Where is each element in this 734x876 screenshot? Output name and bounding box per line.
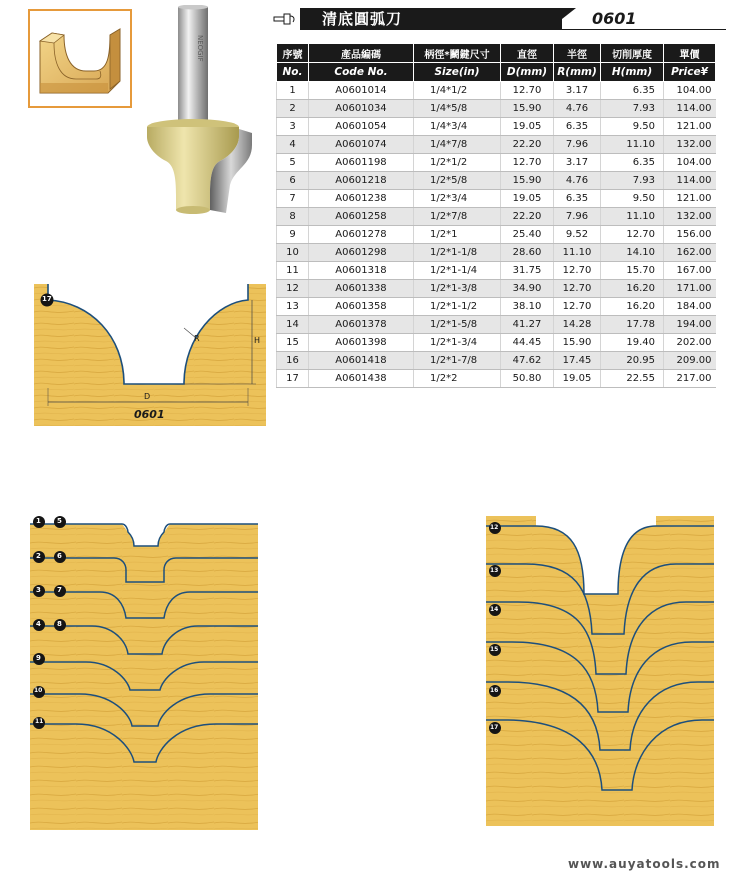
height-label: H bbox=[254, 336, 261, 345]
price-cell: 104.00 bbox=[664, 82, 716, 100]
diameter-cell: 22.20 bbox=[501, 136, 554, 154]
radius-cell: 12.70 bbox=[554, 262, 601, 280]
profile-badge-13: 13 bbox=[490, 567, 499, 574]
shank-size-cell: 1/2*1-5/8 bbox=[414, 316, 501, 334]
row-no-cell: 4 bbox=[277, 136, 309, 154]
radius-cell: 3.17 bbox=[554, 154, 601, 172]
shank-size-cell: 1/2*2 bbox=[414, 370, 501, 388]
col-header-code-cn: 產品編碼 bbox=[309, 44, 414, 63]
col-header-code: Code No. bbox=[309, 63, 414, 82]
row-no-cell: 17 bbox=[277, 370, 309, 388]
cut-height-cell: 17.78 bbox=[601, 316, 664, 334]
cut-height-cell: 11.10 bbox=[601, 208, 664, 226]
col-header-r: R(mm) bbox=[554, 63, 601, 82]
profile-badge-5: 5 bbox=[57, 517, 62, 525]
col-header-d: D(mm) bbox=[501, 63, 554, 82]
price-cell: 121.00 bbox=[664, 190, 716, 208]
profiles-left bbox=[30, 510, 260, 830]
shank-size-cell: 1/2*3/4 bbox=[414, 190, 501, 208]
price-cell: 217.00 bbox=[664, 370, 716, 388]
cut-height-cell: 7.93 bbox=[601, 172, 664, 190]
bit-outline-icon bbox=[273, 11, 297, 25]
radius-cell: 15.90 bbox=[554, 334, 601, 352]
cut-height-cell: 16.20 bbox=[601, 280, 664, 298]
row-no-cell: 13 bbox=[277, 298, 309, 316]
profile-thumbnail bbox=[28, 9, 132, 108]
radius-cell: 19.05 bbox=[554, 370, 601, 388]
code-no-cell: A0601034 bbox=[309, 100, 414, 118]
radius-cell: 3.17 bbox=[554, 82, 601, 100]
diameter-cell: 34.90 bbox=[501, 280, 554, 298]
code-no-cell: A0601358 bbox=[309, 298, 414, 316]
diameter-cell: 50.80 bbox=[501, 370, 554, 388]
cut-height-cell: 9.50 bbox=[601, 190, 664, 208]
profiles-right bbox=[486, 516, 716, 826]
code-no-cell: A0601298 bbox=[309, 244, 414, 262]
profile-badge-4: 4 bbox=[36, 620, 41, 628]
row-no-cell: 12 bbox=[277, 280, 309, 298]
table-row bbox=[277, 172, 716, 190]
profile-badge-6: 6 bbox=[57, 552, 62, 560]
shank-size-cell: 1/2*1-1/4 bbox=[414, 262, 501, 280]
shank-size-cell: 1/2*7/8 bbox=[414, 208, 501, 226]
radius-cell: 12.70 bbox=[554, 280, 601, 298]
cut-height-cell: 22.55 bbox=[601, 370, 664, 388]
price-cell: 132.00 bbox=[664, 136, 716, 154]
code-no-cell: A0601278 bbox=[309, 226, 414, 244]
code-no-cell: A0601398 bbox=[309, 334, 414, 352]
spec-table bbox=[276, 43, 716, 388]
diameter-cell: 15.90 bbox=[501, 100, 554, 118]
diameter-cell: 15.90 bbox=[501, 172, 554, 190]
col-header-price-cn: 單價 bbox=[664, 44, 716, 63]
table-row bbox=[277, 136, 716, 154]
radius-cell: 7.96 bbox=[554, 208, 601, 226]
shank-size-cell: 1/4*5/8 bbox=[414, 100, 501, 118]
row-no-cell: 9 bbox=[277, 226, 309, 244]
table-row bbox=[277, 118, 716, 136]
shank-size-cell: 1/2*1-7/8 bbox=[414, 352, 501, 370]
profile-badge-17: 17 bbox=[490, 724, 499, 731]
profile-badge-9: 9 bbox=[36, 654, 41, 662]
profile-badge-12: 12 bbox=[490, 524, 499, 531]
price-cell: 156.00 bbox=[664, 226, 716, 244]
price-cell: 114.00 bbox=[664, 172, 716, 190]
table-row bbox=[277, 316, 716, 334]
radius-cell: 17.45 bbox=[554, 352, 601, 370]
header-underline bbox=[300, 29, 726, 30]
price-cell: 114.00 bbox=[664, 100, 716, 118]
shank-size-cell: 1/4*3/4 bbox=[414, 118, 501, 136]
cut-height-cell: 19.40 bbox=[601, 334, 664, 352]
row-no-cell: 2 bbox=[277, 100, 309, 118]
diameter-cell: 19.05 bbox=[501, 118, 554, 136]
radius-label: R bbox=[194, 334, 200, 343]
table-row bbox=[277, 190, 716, 208]
code-no-cell: A0601218 bbox=[309, 172, 414, 190]
table-row bbox=[277, 352, 716, 370]
radius-cell: 4.76 bbox=[554, 100, 601, 118]
cut-height-cell: 16.20 bbox=[601, 298, 664, 316]
table-row bbox=[277, 100, 716, 118]
table-row bbox=[277, 208, 716, 226]
diameter-cell: 47.62 bbox=[501, 352, 554, 370]
radius-cell: 9.52 bbox=[554, 226, 601, 244]
price-cell: 167.00 bbox=[664, 262, 716, 280]
col-header-r-cn: 半徑 bbox=[554, 44, 601, 63]
diagram-caption: 0601 bbox=[134, 408, 165, 421]
radius-cell: 7.96 bbox=[554, 136, 601, 154]
row-no-cell: 6 bbox=[277, 172, 309, 190]
profile-badge-8: 8 bbox=[57, 620, 62, 628]
col-header-h: H(mm) bbox=[601, 63, 664, 82]
price-cell: 209.00 bbox=[664, 352, 716, 370]
profile-badge-15: 15 bbox=[490, 646, 499, 653]
cut-height-cell: 9.50 bbox=[601, 118, 664, 136]
diameter-cell: 12.70 bbox=[501, 82, 554, 100]
cut-height-cell: 7.93 bbox=[601, 100, 664, 118]
dimension-diagram bbox=[34, 284, 266, 426]
shank-size-cell: 1/2*5/8 bbox=[414, 172, 501, 190]
col-header-size-cn: 柄徑*鬭鍵尺寸 bbox=[414, 44, 501, 63]
code-no-cell: A0601014 bbox=[309, 82, 414, 100]
row-no-cell: 7 bbox=[277, 190, 309, 208]
diameter-label: D bbox=[144, 392, 151, 401]
row-no-cell: 11 bbox=[277, 262, 309, 280]
code-no-cell: A0601074 bbox=[309, 136, 414, 154]
table-row bbox=[277, 262, 716, 280]
diameter-cell: 19.05 bbox=[501, 190, 554, 208]
row-no-cell: 16 bbox=[277, 352, 309, 370]
shank-size-cell: 1/4*1/2 bbox=[414, 82, 501, 100]
profile-badge-2: 2 bbox=[36, 552, 41, 560]
table-row bbox=[277, 280, 716, 298]
col-header-h-cn: 切削厚度 bbox=[601, 44, 664, 63]
shank-size-cell: 1/2*1-3/4 bbox=[414, 334, 501, 352]
code-no-cell: A0601258 bbox=[309, 208, 414, 226]
code-no-cell: A0601418 bbox=[309, 352, 414, 370]
cut-height-cell: 20.95 bbox=[601, 352, 664, 370]
table-row bbox=[277, 370, 716, 388]
profile-badge-11: 11 bbox=[35, 718, 44, 725]
diameter-cell: 38.10 bbox=[501, 298, 554, 316]
diameter-cell: 44.45 bbox=[501, 334, 554, 352]
row-no-cell: 14 bbox=[277, 316, 309, 334]
router-bit-image bbox=[140, 5, 270, 220]
shank-size-cell: 1/4*7/8 bbox=[414, 136, 501, 154]
profile-badge-16: 16 bbox=[490, 687, 499, 694]
cut-height-cell: 14.10 bbox=[601, 244, 664, 262]
table-row bbox=[277, 154, 716, 172]
col-header-d-cn: 直徑 bbox=[501, 44, 554, 63]
table-row bbox=[277, 226, 716, 244]
row-no-cell: 8 bbox=[277, 208, 309, 226]
code-no-cell: A0601378 bbox=[309, 316, 414, 334]
cut-height-cell: 12.70 bbox=[601, 226, 664, 244]
row-no-cell: 5 bbox=[277, 154, 309, 172]
header-bar-slant bbox=[548, 8, 576, 30]
table-row bbox=[277, 82, 716, 100]
shank-size-cell: 1/2*1/2 bbox=[414, 154, 501, 172]
radius-cell: 11.10 bbox=[554, 244, 601, 262]
profile-badge-14: 14 bbox=[490, 606, 499, 613]
col-header-price: Price¥ bbox=[664, 63, 716, 82]
profile-badge-1: 1 bbox=[36, 517, 41, 525]
radius-cell: 6.35 bbox=[554, 190, 601, 208]
code-no-cell: A0601238 bbox=[309, 190, 414, 208]
price-cell: 194.00 bbox=[664, 316, 716, 334]
diameter-cell: 25.40 bbox=[501, 226, 554, 244]
table-row bbox=[277, 244, 716, 262]
shank-brand-text: NEOGIF bbox=[196, 35, 204, 62]
radius-cell: 4.76 bbox=[554, 172, 601, 190]
col-header-no-cn: 序號 bbox=[277, 44, 309, 63]
shank-size-cell: 1/2*1-1/2 bbox=[414, 298, 501, 316]
code-no-cell: A0601318 bbox=[309, 262, 414, 280]
row-no-cell: 10 bbox=[277, 244, 309, 262]
cut-height-cell: 6.35 bbox=[601, 154, 664, 172]
website-url[interactable]: www.auyatools.com bbox=[568, 857, 721, 871]
col-header-size: Size(in) bbox=[414, 63, 501, 82]
row-no-cell: 15 bbox=[277, 334, 309, 352]
price-cell: 104.00 bbox=[664, 154, 716, 172]
radius-cell: 14.28 bbox=[554, 316, 601, 334]
profile-badge-10: 10 bbox=[34, 687, 43, 694]
badge-17-text: 17 bbox=[42, 295, 52, 303]
table-row bbox=[277, 334, 716, 352]
profile-badge-7: 7 bbox=[57, 586, 62, 594]
code-no-cell: A0601054 bbox=[309, 118, 414, 136]
cut-height-cell: 11.10 bbox=[601, 136, 664, 154]
diameter-cell: 12.70 bbox=[501, 154, 554, 172]
table-header-cn bbox=[277, 44, 716, 63]
code-no-cell: A0601338 bbox=[309, 280, 414, 298]
price-cell: 121.00 bbox=[664, 118, 716, 136]
product-series-code: 0601 bbox=[592, 9, 637, 28]
diameter-cell: 41.27 bbox=[501, 316, 554, 334]
price-cell: 132.00 bbox=[664, 208, 716, 226]
row-no-cell: 3 bbox=[277, 118, 309, 136]
code-no-cell: A0601438 bbox=[309, 370, 414, 388]
diameter-cell: 31.75 bbox=[501, 262, 554, 280]
price-cell: 202.00 bbox=[664, 334, 716, 352]
col-header-no: No. bbox=[277, 63, 309, 82]
price-cell: 162.00 bbox=[664, 244, 716, 262]
cut-height-cell: 15.70 bbox=[601, 262, 664, 280]
table-row bbox=[277, 298, 716, 316]
diameter-cell: 28.60 bbox=[501, 244, 554, 262]
price-cell: 171.00 bbox=[664, 280, 716, 298]
diameter-cell: 22.20 bbox=[501, 208, 554, 226]
shank-size-cell: 1/2*1-3/8 bbox=[414, 280, 501, 298]
radius-cell: 12.70 bbox=[554, 298, 601, 316]
table-header-en bbox=[277, 63, 716, 82]
radius-cell: 6.35 bbox=[554, 118, 601, 136]
row-no-cell: 1 bbox=[277, 82, 309, 100]
shank-size-cell: 1/2*1 bbox=[414, 226, 501, 244]
page-title: 清底圓弧刀 bbox=[322, 10, 403, 28]
profile-badge-3: 3 bbox=[36, 586, 41, 594]
code-no-cell: A0601198 bbox=[309, 154, 414, 172]
price-cell: 184.00 bbox=[664, 298, 716, 316]
cut-height-cell: 6.35 bbox=[601, 82, 664, 100]
shank-size-cell: 1/2*1-1/8 bbox=[414, 244, 501, 262]
